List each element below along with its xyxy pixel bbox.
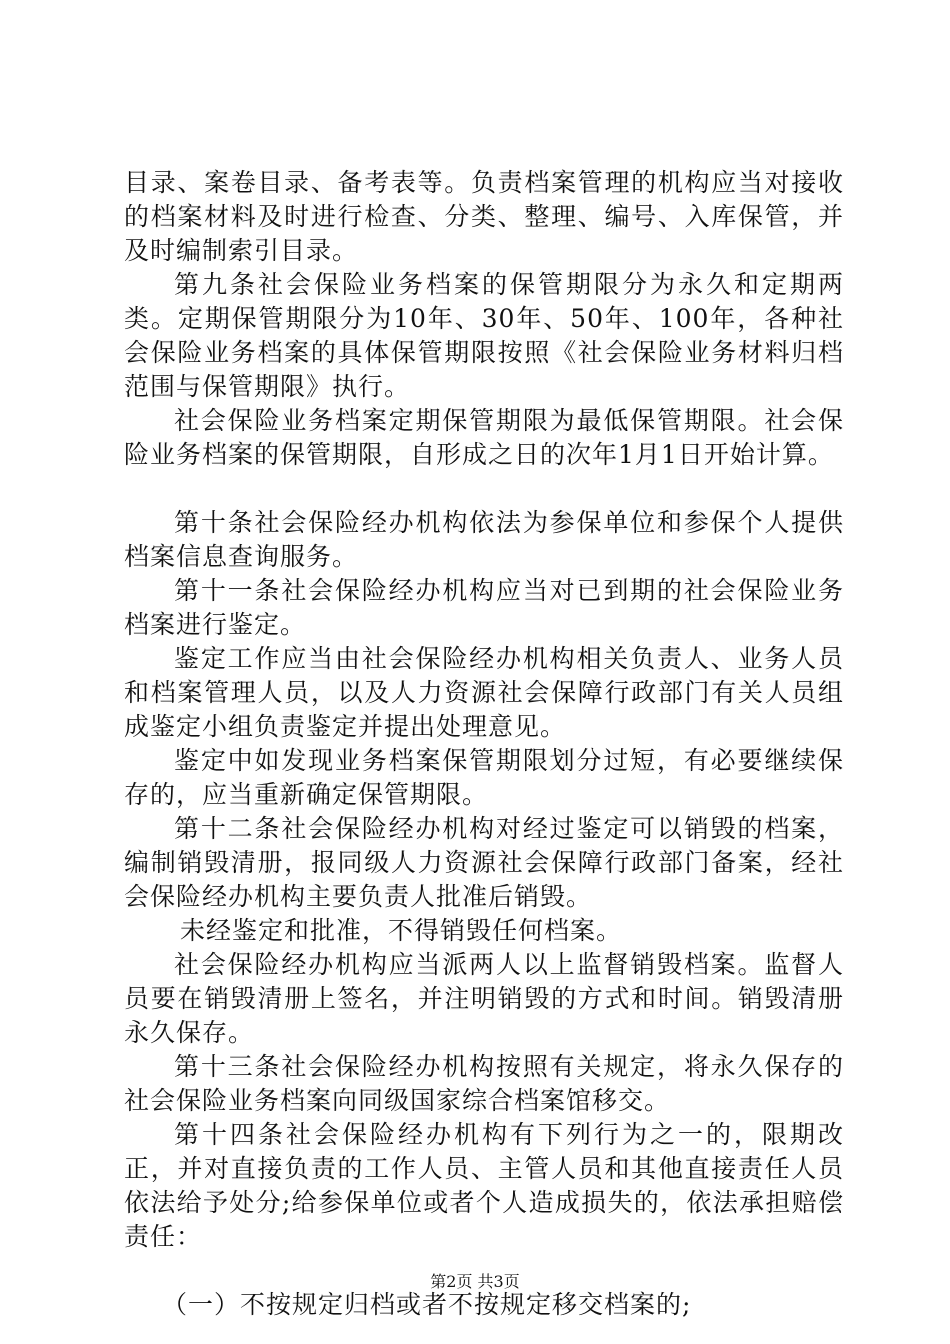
paragraph-article-9-term: 社会保险业务档案定期保管期限为最低保管期限。社会保险业务档案的保管期限，自形成之日的次年1月1日开始计算。 (124, 406, 844, 469)
paragraph-article-11-group: 鉴定工作应当由社会保险经办机构相关负责人、业务人员和档案管理人员，以及人力资源社会保障行政部门有关人员组成鉴定小组负责鉴定并提出处理意见。 (124, 644, 844, 741)
paragraph-article-11-period: 鉴定中如发现业务档案保管期限划分过短，有必要继续保存的，应当重新确定保管期限。 (124, 746, 844, 809)
paragraph-article-11: 第十一条社会保险经办机构应当对已到期的社会保险业务档案进行鉴定。 (124, 576, 844, 639)
paragraph-article-9: 第九条社会保险业务档案的保管期限分为永久和定期两类。定期保管期限分为10年、30年、50年、100年，各种社会保险业务档案的具体保管期限按照《社会保险业务材料归档范围与保管期限》执行。 (124, 270, 844, 401)
page-number-footer: 第2页 共3页 (430, 1272, 520, 1291)
paragraph-article-12: 第十二条社会保险经办机构对经过鉴定可以销毁的档案，编制销毁清册，报同级人力资源社会保障行政部门备案，经社会保险经办机构主要负责人批准后销毁。 (124, 814, 844, 911)
paragraph-article-12-approval: 未经鉴定和批准，不得销毁任何档案。 (180, 916, 623, 945)
paragraph-article-12-supervision: 社会保险经办机构应当派两人以上监督销毁档案。监督人员要在销毁清册上签名，并注明销毁的方式和时间。销毁清册永久保存。 (124, 950, 844, 1047)
paragraph-continuation: 目录、案卷目录、备考表等。负责档案管理的机构应当对接收的档案材料及时进行检查、分类、整理、编号、入库保管，并及时编制索引目录。 (124, 168, 844, 265)
paragraph-article-13: 第十三条社会保险经办机构按照有关规定，将永久保存的社会保险业务档案向同级国家综合档案馆移交。 (124, 1052, 844, 1115)
list-item-1: （一）不按规定归档或者不按规定移交档案的; (162, 1290, 692, 1319)
paragraph-article-14: 第十四条社会保险经办机构有下列行为之一的，限期改正，并对直接负责的工作人员、主管人员和其他直接责任人员依法给予处分;给参保单位或者个人造成损失的，依法承担赔偿责任： (124, 1120, 844, 1251)
document-body (124, 166, 844, 1322)
paragraph-article-10: 第十条社会保险经办机构依法为参保单位和参保个人提供档案信息查询服务。 (124, 508, 844, 571)
